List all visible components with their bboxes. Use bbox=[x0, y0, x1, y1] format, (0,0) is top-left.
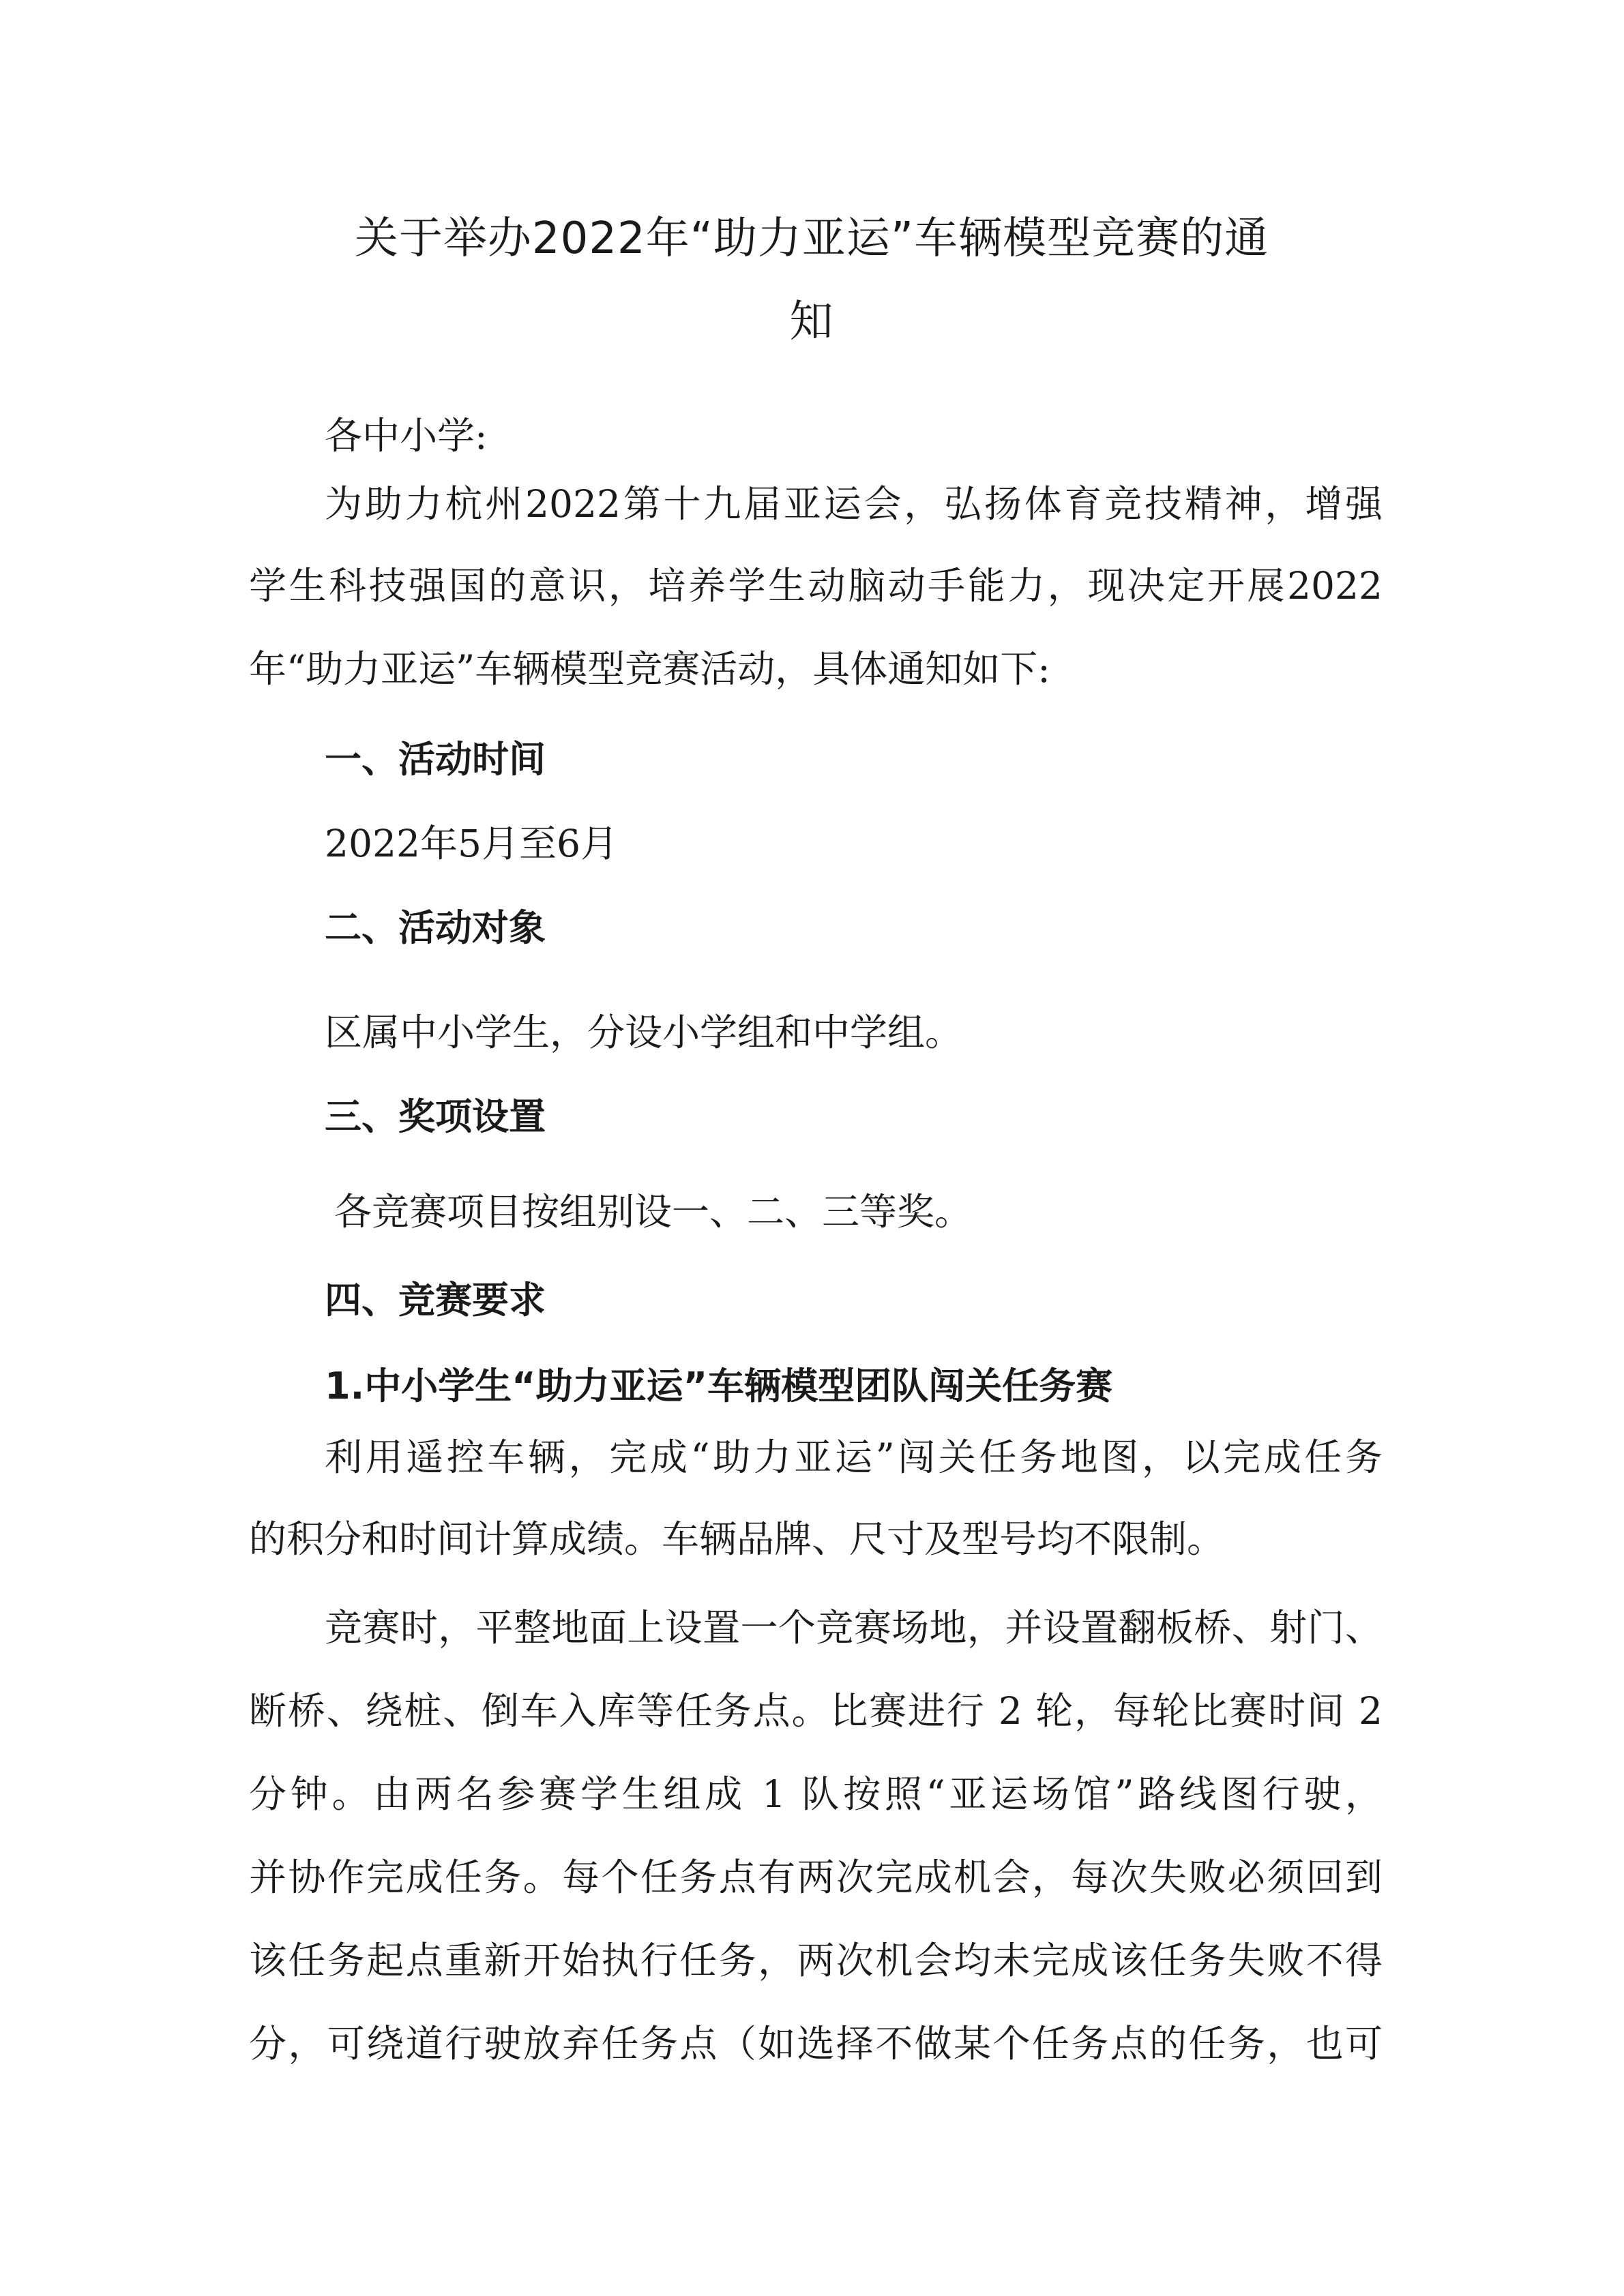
intro-line-1: 为助力杭州2022第十九届亚运会，弘扬体育竞技精神，增强 bbox=[325, 482, 1383, 526]
section-body-target: 区属中小学生，分设小学组和中学组。 bbox=[325, 1011, 963, 1054]
para1-line-2: 的积分和时间计算成绩。车辆品牌、尺寸及型号均不限制。 bbox=[249, 1517, 1225, 1561]
section-heading-target: 二、活动对象 bbox=[325, 906, 546, 949]
document-title-line-2: 知 bbox=[789, 297, 834, 347]
para2-line-2: 断桥、绕桩、倒车入库等任务点。比赛进行 2 轮，每轮比赛时间 2 bbox=[249, 1689, 1383, 1733]
section-heading-time: 一、活动时间 bbox=[325, 738, 546, 781]
intro-line-3: 年“助力亚运”车辆模型竞赛活动，具体通知如下: bbox=[249, 647, 1050, 691]
intro-line-2: 学生科技强国的意识，培养学生动脑动手能力，现决定开展2022 bbox=[249, 564, 1383, 608]
para2-line-5: 该任务起点重新开始执行任务，两次机会均未完成该任务失败不得 bbox=[249, 1939, 1383, 1982]
salutation: 各中小学: bbox=[325, 414, 488, 458]
subheading-team-challenge: 1.中小学生“助力亚运”车辆模型团队闯关任务赛 bbox=[325, 1365, 1113, 1407]
para2-line-6: 分，可绕道行驶放弃任务点（如选择不做某个任务点的任务，也可 bbox=[249, 2022, 1383, 2066]
para2-line-3: 分钟。由两名参赛学生组成 1 队按照“亚运场馆”路线图行驶， bbox=[249, 1772, 1383, 1816]
para1-line-1: 利用遥控车辆，完成“助力亚运”闯关任务地图，以完成任务 bbox=[325, 1435, 1383, 1479]
section-body-time: 2022年5月至6月 bbox=[325, 822, 618, 865]
para2-line-4: 并协作完成任务。每个任务点有两次完成机会，每次失败必须回到 bbox=[249, 1855, 1383, 1899]
section-heading-awards: 三、奖项设置 bbox=[325, 1095, 546, 1138]
para2-line-1: 竞赛时，平整地面上设置一个竞赛场地，并设置翻板桥、射门、 bbox=[325, 1606, 1383, 1650]
section-body-awards: 各竞赛项目按组别设一、二、三等奖。 bbox=[334, 1190, 973, 1234]
section-heading-requirements: 四、竞赛要求 bbox=[325, 1279, 546, 1322]
document-title-line-1: 关于举办2022年“助力亚运”车辆模型竞赛的通 bbox=[354, 213, 1269, 264]
